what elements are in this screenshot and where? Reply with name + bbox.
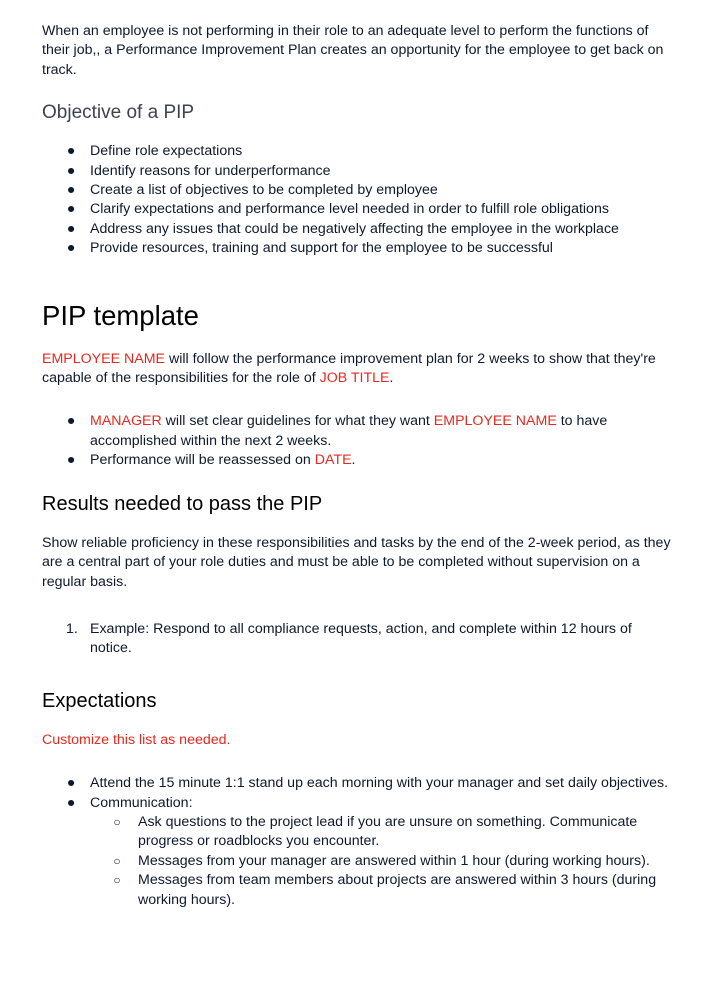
list-item [42, 181, 672, 200]
list-item-text: Clarify expectations and performance level needed in order to fulfill role obligations [90, 201, 609, 218]
sub-list-item-text: Ask questions to the project lead if you are unsure on something. Communicate progress or roadblocks you encounter. [138, 813, 638, 850]
list-item-text: Create a list of objectives to be completed by employee [90, 182, 438, 199]
results-list [42, 620, 672, 659]
sub-list-item [90, 813, 672, 852]
bullet-icon: ● [66, 143, 76, 160]
communication-sublist [90, 813, 672, 910]
list-item: ● MANAGER will set clear guidelines for what they want EMPLOYEE NAME to have accomplished within the next 2 weeks. [42, 412, 672, 451]
list-item [42, 162, 672, 181]
circle-bullet-icon: ○ [113, 814, 121, 829]
bullet-icon: ● [66, 182, 76, 199]
document-page [42, 22, 672, 910]
circle-bullet-icon: ○ [113, 853, 121, 868]
list-item: ● Performance will be reassessed on DATE. [42, 451, 672, 470]
bullet-icon: ● [66, 162, 76, 179]
list-item-text: Define role expectations [90, 143, 243, 160]
customize-note: Customize this list as needed. [42, 731, 231, 748]
bullet-icon: ● [66, 240, 76, 257]
list-item-text: Identify reasons for underperformance [90, 162, 331, 179]
list-item-text: Attend the 15 minute 1:1 stand up each morning with your manager and set daily objectives. [90, 775, 669, 792]
list-item [42, 620, 672, 659]
intro-paragraph: When an employee is not performing in their role to an adequate level to perform the functions of their job,, a Performance Improvement Plan creates an opportunity for the employee to get back on track. [42, 23, 664, 78]
results-paragraph: Show reliable proficiency in these responsibilities and tasks by the end of the 2-week period, as they are a central part of your role duties and must be able to be completed without supervision on a regular basis. [42, 534, 671, 590]
date-placeholder: DATE [314, 452, 352, 469]
sub-list-item [90, 871, 672, 910]
list-item [42, 200, 672, 219]
bullet-icon: ● [66, 794, 76, 811]
list-item [42, 220, 672, 239]
sub-list-item-text: Messages from team members about projects are answered within 3 hours (during working hours). [138, 872, 657, 908]
list-item [42, 142, 672, 161]
template-heading: PIP template [42, 299, 199, 331]
list-item-text: Communication: [90, 794, 193, 811]
list-item [42, 239, 672, 258]
employee-name-placeholder: EMPLOYEE NAME [42, 350, 165, 367]
list-item-text: Example: Respond to all compliance requests, action, and complete within 12 hours of notice. [90, 620, 632, 657]
list-item [42, 774, 672, 793]
objective-list [42, 142, 672, 258]
list-item [42, 794, 672, 910]
sub-list-item [90, 852, 672, 871]
list-number: 1. [66, 620, 78, 637]
template-list [42, 412, 672, 470]
job-title-placeholder: JOB TITLE [319, 370, 390, 387]
list-item-text: Address any issues that could be negatively affecting the employee in the workplace [90, 220, 619, 237]
manager-placeholder: MANAGER [90, 413, 162, 430]
bullet-icon: ● [66, 201, 76, 218]
circle-bullet-icon: ○ [113, 873, 121, 888]
bullet-icon: ● [66, 452, 76, 469]
employee-name-placeholder: EMPLOYEE NAME [433, 413, 557, 430]
bullet-icon: ● [66, 220, 76, 237]
list-item-text: Provide resources, training and support for the employee to be successful [90, 240, 553, 257]
template-paragraph: EMPLOYEE NAME will follow the performance improvement plan for 2 weeks to show that they're capable of the responsibilities for the role of JOB TITLE. [42, 350, 656, 387]
objective-heading: Objective of a PIP [42, 102, 195, 124]
bullet-icon: ● [66, 413, 76, 430]
results-heading: Results needed to pass the PIP [42, 492, 323, 515]
expectations-list [42, 774, 672, 910]
expectations-heading: Expectations [42, 689, 157, 712]
sub-list-item-text: Messages from your manager are answered within 1 hour (during working hours). [138, 852, 650, 869]
bullet-icon: ● [66, 775, 76, 792]
